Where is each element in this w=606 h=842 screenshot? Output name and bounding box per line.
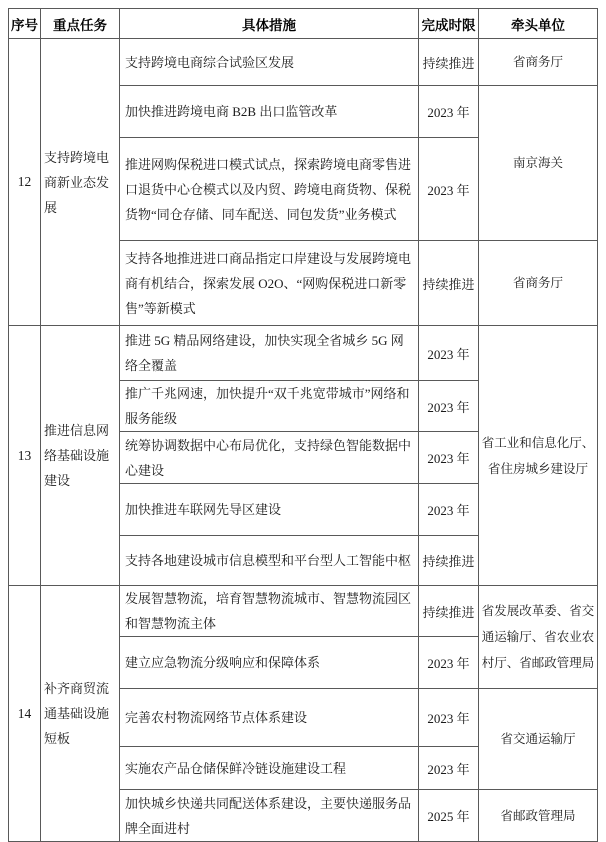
header-no: 序号 (9, 9, 41, 39)
measure-cell: 完善农村物流网络节点体系建设 (120, 689, 419, 747)
deadline-cell: 2023 年 (419, 86, 479, 138)
header-measure: 具体措施 (120, 9, 419, 39)
deadline-cell: 持续推进 (419, 586, 479, 637)
task-12-no: 12 (9, 39, 41, 326)
unit-cell: 省邮政管理局 (479, 790, 598, 842)
measure-cell: 加快推进车联网先导区建设 (120, 484, 419, 536)
deadline-cell: 2023 年 (419, 138, 479, 241)
deadline-cell: 2023 年 (419, 432, 479, 484)
unit-cell: 省工业和信息化厅、省住房城乡建设厅 (479, 326, 598, 586)
header-deadline: 完成时限 (419, 9, 479, 39)
measure-cell: 推进网购保税进口模式试点，探索跨境电商零售进口退货中心仓模式以及内贸、跨境电商货物、保税货物“同仓存储、同车配送、同包发货”业务模式 (120, 138, 419, 241)
deadline-cell: 持续推进 (419, 241, 479, 326)
deadline-cell: 2023 年 (419, 381, 479, 432)
deadline-cell: 2023 年 (419, 484, 479, 536)
deadline-cell: 2023 年 (419, 689, 479, 747)
measure-cell: 推广千兆网速，加快提升“双千兆宽带城市”网络和服务能级 (120, 381, 419, 432)
table-row (9, 326, 598, 381)
deadline-cell: 2025 年 (419, 790, 479, 842)
document-table (8, 8, 598, 842)
measure-cell: 建立应急物流分级响应和保障体系 (120, 637, 419, 689)
measure-cell: 加快城乡快递共同配送体系建设，主要快递服务品牌全面进村 (120, 790, 419, 842)
measure-cell: 实施农产品仓储保鲜冷链设施建设工程 (120, 747, 419, 790)
task-13-name: 推进信息网络基础设施建设 (41, 326, 120, 586)
header-unit: 牵头单位 (479, 9, 598, 39)
unit-cell: 省商务厅 (479, 39, 598, 86)
deadline-cell: 2023 年 (419, 326, 479, 381)
measure-cell: 加快推进跨境电商 B2B 出口监管改革 (120, 86, 419, 138)
table-row (9, 39, 598, 86)
measure-cell: 支持各地推进进口商品指定口岸建设与发展跨境电商有机结合，探索发展 O2O、“网购保税进口新零售”等新模式 (120, 241, 419, 326)
task-14-name: 补齐商贸流通基础设施短板 (41, 586, 120, 842)
table-header-row (9, 9, 598, 39)
measure-cell: 支持各地建设城市信息模型和平台型人工智能中枢 (120, 536, 419, 586)
deadline-cell: 持续推进 (419, 39, 479, 86)
unit-cell: 省商务厅 (479, 241, 598, 326)
measure-cell: 支持跨境电商综合试验区发展 (120, 39, 419, 86)
deadline-cell: 持续推进 (419, 536, 479, 586)
measure-cell: 推进 5G 精品网络建设，加快实现全省城乡 5G 网络全覆盖 (120, 326, 419, 381)
task-13-no: 13 (9, 326, 41, 586)
table-row (9, 586, 598, 637)
measure-cell: 发展智慧物流，培育智慧物流城市、智慧物流园区和智慧物流主体 (120, 586, 419, 637)
deadline-cell: 2023 年 (419, 637, 479, 689)
unit-cell: 省发展改革委、省交通运输厅、省农业农村厅、省邮政管理局 (479, 586, 598, 689)
measure-cell: 统筹协调数据中心布局优化，支持绿色智能数据中心建设 (120, 432, 419, 484)
header-task: 重点任务 (41, 9, 120, 39)
deadline-cell: 2023 年 (419, 747, 479, 790)
unit-cell: 南京海关 (479, 86, 598, 241)
task-14-no: 14 (9, 586, 41, 842)
task-12-name: 支持跨境电商新业态发展 (41, 39, 120, 326)
unit-cell: 省交通运输厅 (479, 689, 598, 790)
